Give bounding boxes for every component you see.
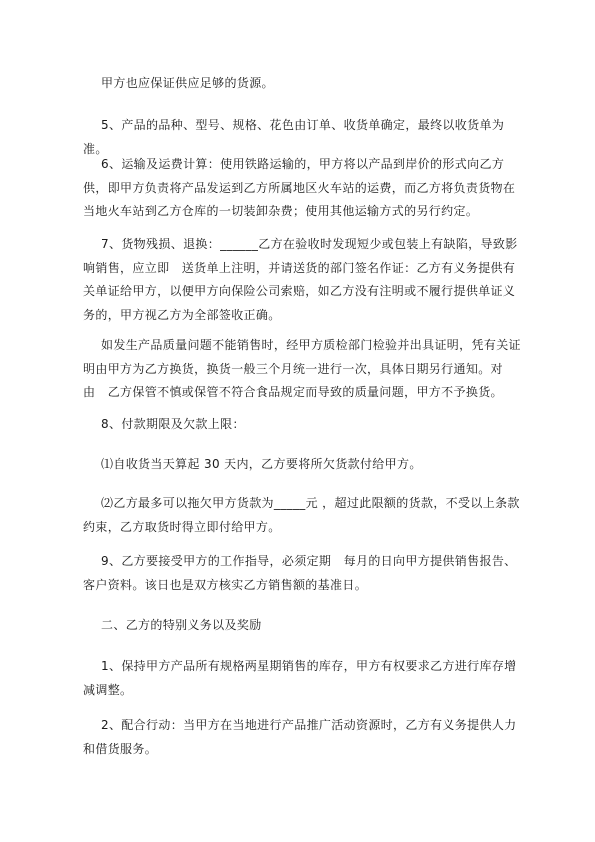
section-heading-special-obligations: 二、乙方的特别义务以及奖励: [101, 618, 262, 632]
paragraph-obligation-1: 1、保持甲方产品所有规格两星期销售的库存，甲方有权要求乙方进行库存增减调整。: [83, 659, 517, 697]
paragraph-clause-5: 5、产品的品种、型号、规格、花色由订单、收货单确定，最终以收货单为准。: [83, 118, 505, 156]
paragraph-obligation-2: 2、配合行动：当甲方在当地进行产品推广活动资源时，乙方有义务提供人力和借货服务。: [83, 718, 517, 756]
paragraph-clause-8-item-2: ⑵乙方最多可以拖欠甲方货款为_____元 ，超过此限额的货款，不受以上条款约束，乙方取货时得立即付给甲方。: [83, 496, 520, 534]
paragraph-clause-7: 7、货物残损、退换：______乙方在验收时发现短少或包装上有缺陷，导致影响销售，应立即 送货单上注明，并请送货的部门签名作证：乙方有义务提供有关单证给甲方，以便甲方向保险公司索赔，如乙方没有注明或不履行提供单证义务的，甲方视乙方为全部签收正确。: [83, 237, 518, 322]
paragraph-clause-9: 9、乙方要接受甲方的工作指导，必须定期 每月的日向甲方提供销售报告、客户资料。该日也是双方核实乙方销售额的基准日。: [83, 554, 517, 592]
paragraph-quality-exchange: 如发生产品质量问题不能销售时，经甲方质检部门检验并出具证明，凭有关证明由甲方为乙方换货，换货一般三个月统一进行一次，具体日期另行通知。对 由 乙方保管不慎或保管不符合食品规定而导致的质量问题，甲方不予换货。: [83, 338, 521, 399]
paragraph-clause-8: 8、付款期限及欠款上限：: [101, 417, 245, 431]
paragraph-clause-8-item-1: ⑴自收货当天算起 30 天内，乙方要将所欠货款付给甲方。: [101, 457, 422, 471]
paragraph-clause-6: 6、运输及运费计算：使用铁路运输的，甲方将以产品到岸价的形式向乙方供，即甲方负责将产品发运到乙方所属地区火车站的运费，而乙方将负责货物在当地火车站到乙方仓库的一切装卸杂费；使用其他运输方式的另行约定。: [83, 157, 516, 218]
paragraph-supply: 甲方也应保证供应足够的货源。: [101, 76, 274, 90]
